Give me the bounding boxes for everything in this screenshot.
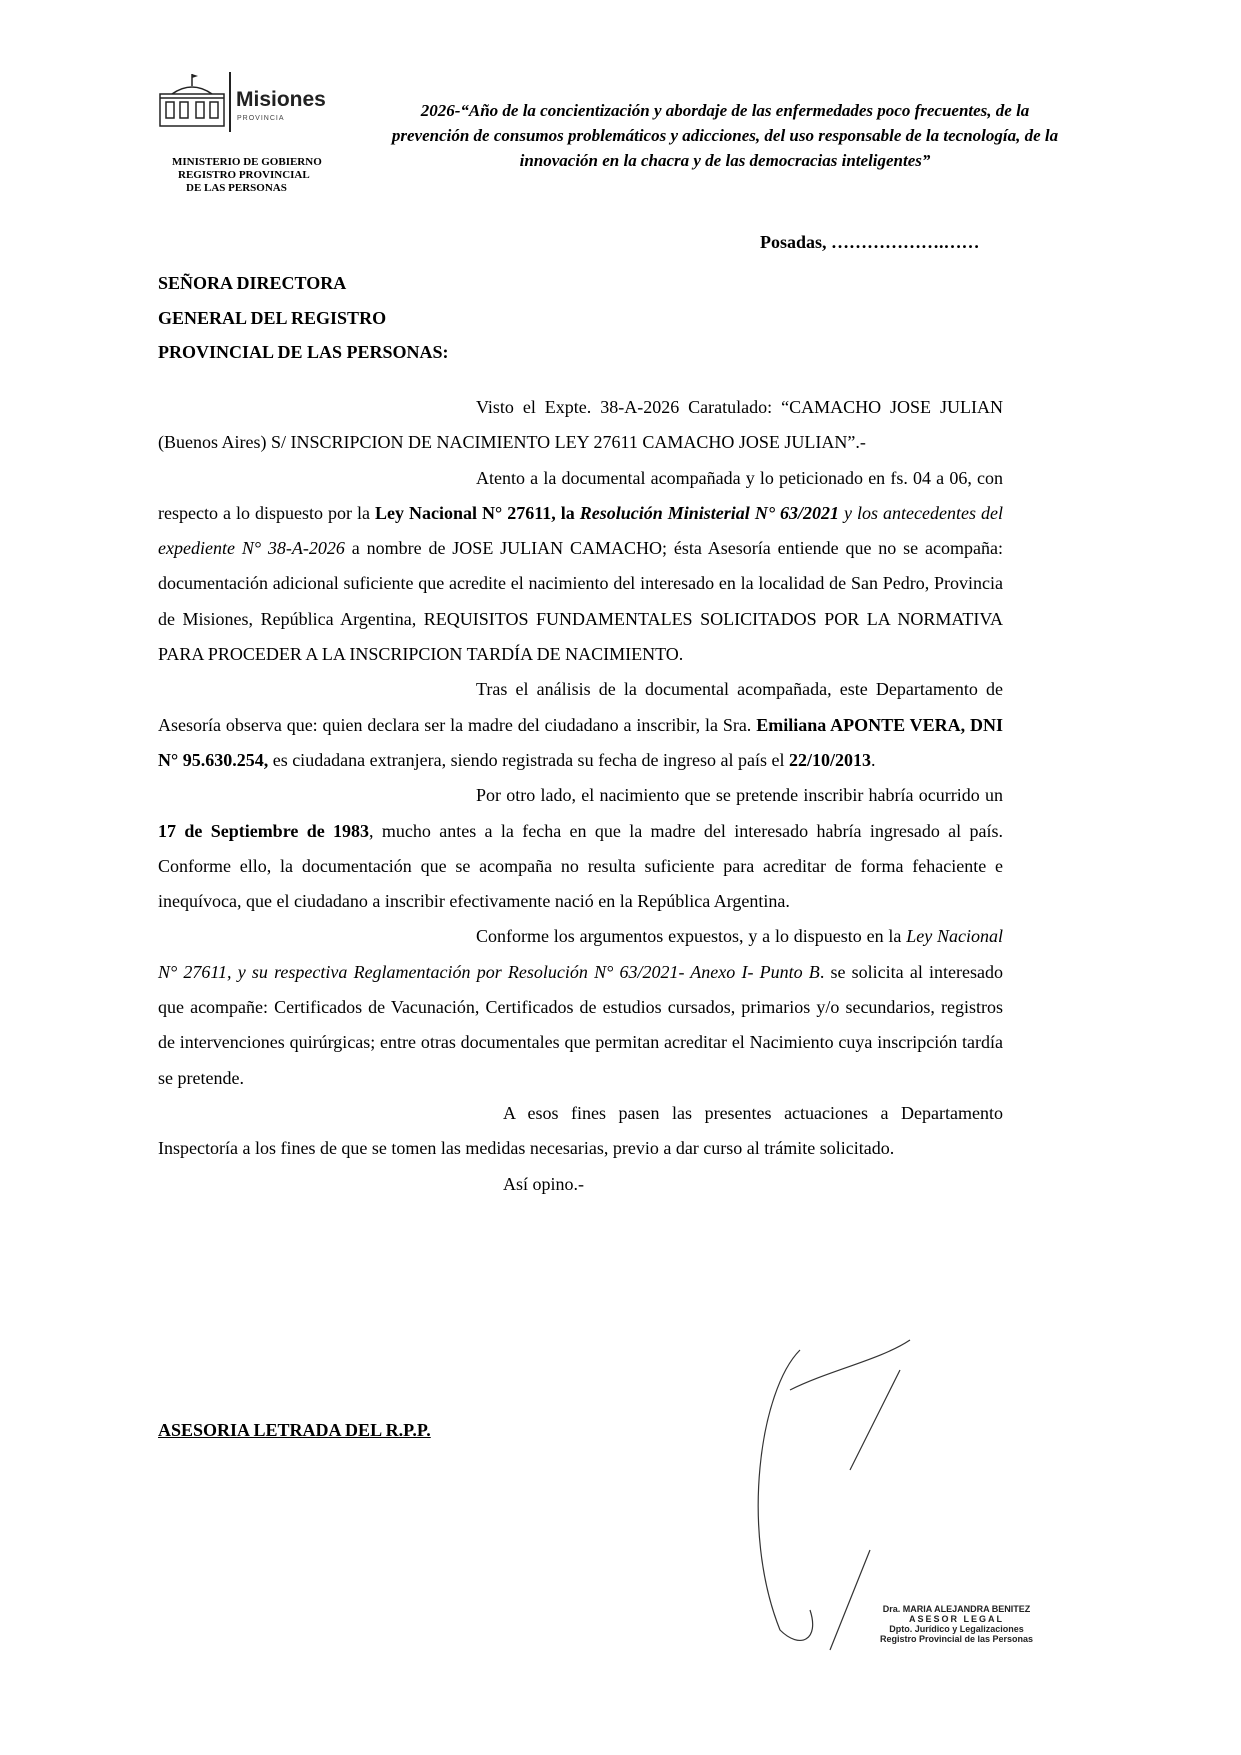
year-motto: 2026-“Año de la concientización y abordaje de las enfermedades poco frecuentes, de la prevención de consumos problemáticos y adicciones, del uso responsable de la tecnología, de la innovación en la chacra y de las democracias inteligentes” [391,101,1059,170]
paragraph-nacimiento: Por otro lado, el nacimiento que se pretende inscribir habría ocurrido un 17 de Septiembre de 1983, mucho antes a la fecha en que la madre del interesado habría ingresado al país. Conforme ello, la documentación que se acompaña no resulta suficiente para acreditar de forma fehaciente e inequívoca, que el ciudadano a inscribir efectivamente nació en la República Argentina. [158,785,1003,912]
paragraph-fines: A esos fines pasen las presentes actuaciones a Departamento Inspectoría a los fines de que se tomen las medidas necesarias, previo a dar curso al trámite solicitado. [158,1102,1003,1159]
ministry-line: DE LAS PERSONAS [186,182,287,194]
signature-label: ASESORIA LETRADA DEL R.P.P. [158,1420,431,1440]
place-date: Posadas, ……………….…… [760,232,980,252]
addressee-line: SEÑORA DIRECTORA [158,273,347,293]
ministry-line: MINISTERIO DE GOBIERNO [172,156,322,168]
addressee-line: GENERAL DEL REGISTRO [158,307,387,328]
paragraph-conforme: Conforme los argumentos expuestos, y a lo dispuesto en la Ley Nacional N° 27611, y su respectiva Reglamentación por Resolución N° 63/2021- Anexo I- Punto B. se solicita al interesado que acompañe: Certificados de Vacunación, Certificados de estudios cursados, primarios y/o secundarios, registros de intervenciones quirúrgicas; entre otras documentales que permitan acreditar el Nacimiento cuya inscripción tardía se pretende. [158,926,1003,1088]
paragraph-visto: Visto el Expte. 38-A-2026 Caratulado: “CAMACHO JOSE JULIAN (Buenos Aires) S/ INSCRIPCION DE NACIMIENTO LEY 27611 CAMACHO JOSE JULIAN”.- [158,397,1003,453]
paragraph-opino: Así opino.- [503,1173,584,1194]
document-body [158,390,1003,1202]
addressee-line: PROVINCIAL DE LAS PERSONAS: [158,342,449,362]
addressee [158,266,449,370]
logo-name: Misiones [236,88,326,111]
legal-advisor-stamp: Dra. MARIA ALEJANDRA BENITEZ ASESOR LEGAL Dpto. Jurídico y Legalizaciones Registro Provincial de las Personas [880,1604,1034,1644]
ministry-header [172,156,322,195]
paragraph-analisis: Tras el análisis de la documental acompañada, este Departamento de Asesoría observa que: quien declara ser la madre del ciudadano a inscribir, la Sra. Emiliana APONTE VERA, DNI N° 95.630.254, es ciudadana extranjera, siendo registrada su fecha de ingreso al país el 22/10/2013. [158,679,1003,770]
paragraph-atento: Atento a la documental acompañada y lo peticionado en fs. 04 a 06, con respecto a lo dispuesto por la Ley Nacional N° 27611, la Resolución Ministerial N° 63/2021 y los antecedentes del expediente N° 38-A-2026 a nombre de JOSE JULIAN CAMACHO; ésta Asesoría entiende que no se acompaña: documentación adicional suficiente que acredite el nacimiento del interesado en la localidad de San Pedro, Provincia de Misiones, República Argentina, REQUISITOS FUNDAMENTALES SOLICITADOS POR LA NORMATIVA PARA PROCEDER A LA INSCRIPCION TARDÍA DE NACIMIENTO. [158,467,1004,665]
logo-subtitle: PROVINCIA [237,115,285,122]
ministry-line: REGISTRO PROVINCIAL [178,169,310,181]
